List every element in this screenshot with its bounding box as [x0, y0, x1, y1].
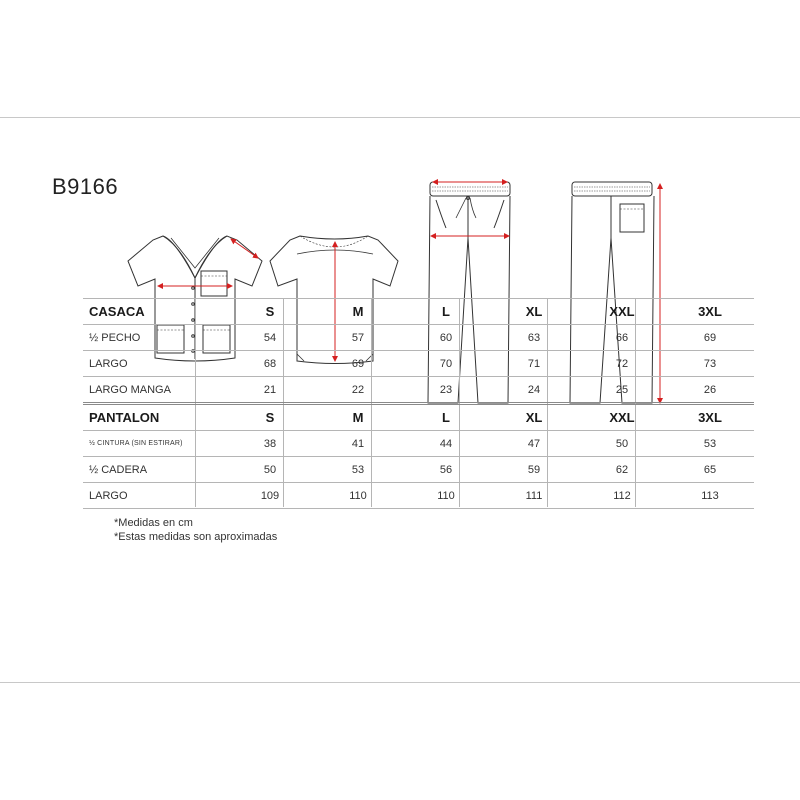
table-row: [83, 431, 754, 457]
cell: 66: [578, 325, 666, 351]
casaca-header: CASACA: [83, 299, 226, 325]
row-label: LARGO: [83, 483, 226, 509]
cell: 111: [490, 483, 578, 509]
footnotes: [114, 516, 277, 544]
size-header: XL: [490, 404, 578, 431]
size-table: [83, 298, 754, 509]
cell: 24: [527, 383, 541, 396]
pantalon-header: PANTALON: [83, 404, 226, 431]
cell: 62: [578, 457, 666, 483]
table-row: [83, 325, 754, 351]
size-header: S: [226, 404, 314, 431]
size-header: 3XL: [666, 404, 754, 431]
cell: 53: [666, 431, 754, 457]
cell: 23: [439, 383, 453, 396]
cell: 73: [666, 351, 754, 377]
cell: 65: [666, 457, 754, 483]
cell: 110: [402, 483, 490, 509]
table-row: [83, 483, 754, 509]
size-header: L: [402, 404, 490, 431]
size-header: M: [314, 299, 402, 325]
cell: 59: [490, 457, 578, 483]
cell: 50: [226, 457, 314, 483]
cell: 68: [226, 351, 314, 377]
row-label: ½ CINTURA (SIN ESTIRAR): [83, 431, 226, 457]
cell: 47: [490, 431, 578, 457]
cell: 70: [402, 351, 490, 377]
cell: 63: [490, 325, 578, 351]
cell: 56: [402, 457, 490, 483]
table-row: [83, 351, 754, 377]
cell: 57: [314, 325, 402, 351]
size-header: M: [314, 404, 402, 431]
footnote: *Medidas en cm: [114, 517, 193, 529]
cell: 60: [402, 325, 490, 351]
sleeve-measure-arrow: [231, 239, 258, 258]
cell: 25: [615, 383, 629, 396]
size-header: L: [402, 299, 490, 325]
size-header: S: [226, 299, 314, 325]
cell: 72: [578, 351, 666, 377]
size-header: XXL: [578, 404, 666, 431]
casaca-header-row: [83, 299, 754, 325]
pantalon-header-row: [83, 404, 754, 431]
cell: 110: [314, 483, 402, 509]
row-label: ½ CADERA: [83, 457, 226, 483]
row-label: LARGO: [83, 351, 226, 377]
row-label: ½ PECHO: [83, 325, 226, 351]
cell: 21: [263, 383, 277, 396]
cell: 69: [314, 351, 402, 377]
row-label: LARGO MANGA: [89, 383, 171, 396]
size-header: 3XL: [666, 299, 754, 325]
cell: 109: [226, 483, 314, 509]
cell: 53: [314, 457, 402, 483]
cell: 113: [666, 483, 754, 509]
cell: 50: [578, 431, 666, 457]
product-code: B9166: [52, 174, 119, 199]
size-header: XL: [490, 299, 578, 325]
cell: 38: [226, 431, 314, 457]
table-row: [83, 457, 754, 483]
cell: 69: [666, 325, 754, 351]
cell: 44: [402, 431, 490, 457]
cell: 41: [314, 431, 402, 457]
footnote: *Estas medidas son aproximadas: [114, 531, 278, 543]
size-header: XXL: [578, 299, 666, 325]
cell: 71: [490, 351, 578, 377]
cell: 112: [578, 483, 666, 509]
cell: 22: [351, 383, 365, 396]
cell: 54: [226, 325, 314, 351]
table-row: [83, 377, 754, 404]
cell: 26: [703, 383, 717, 396]
